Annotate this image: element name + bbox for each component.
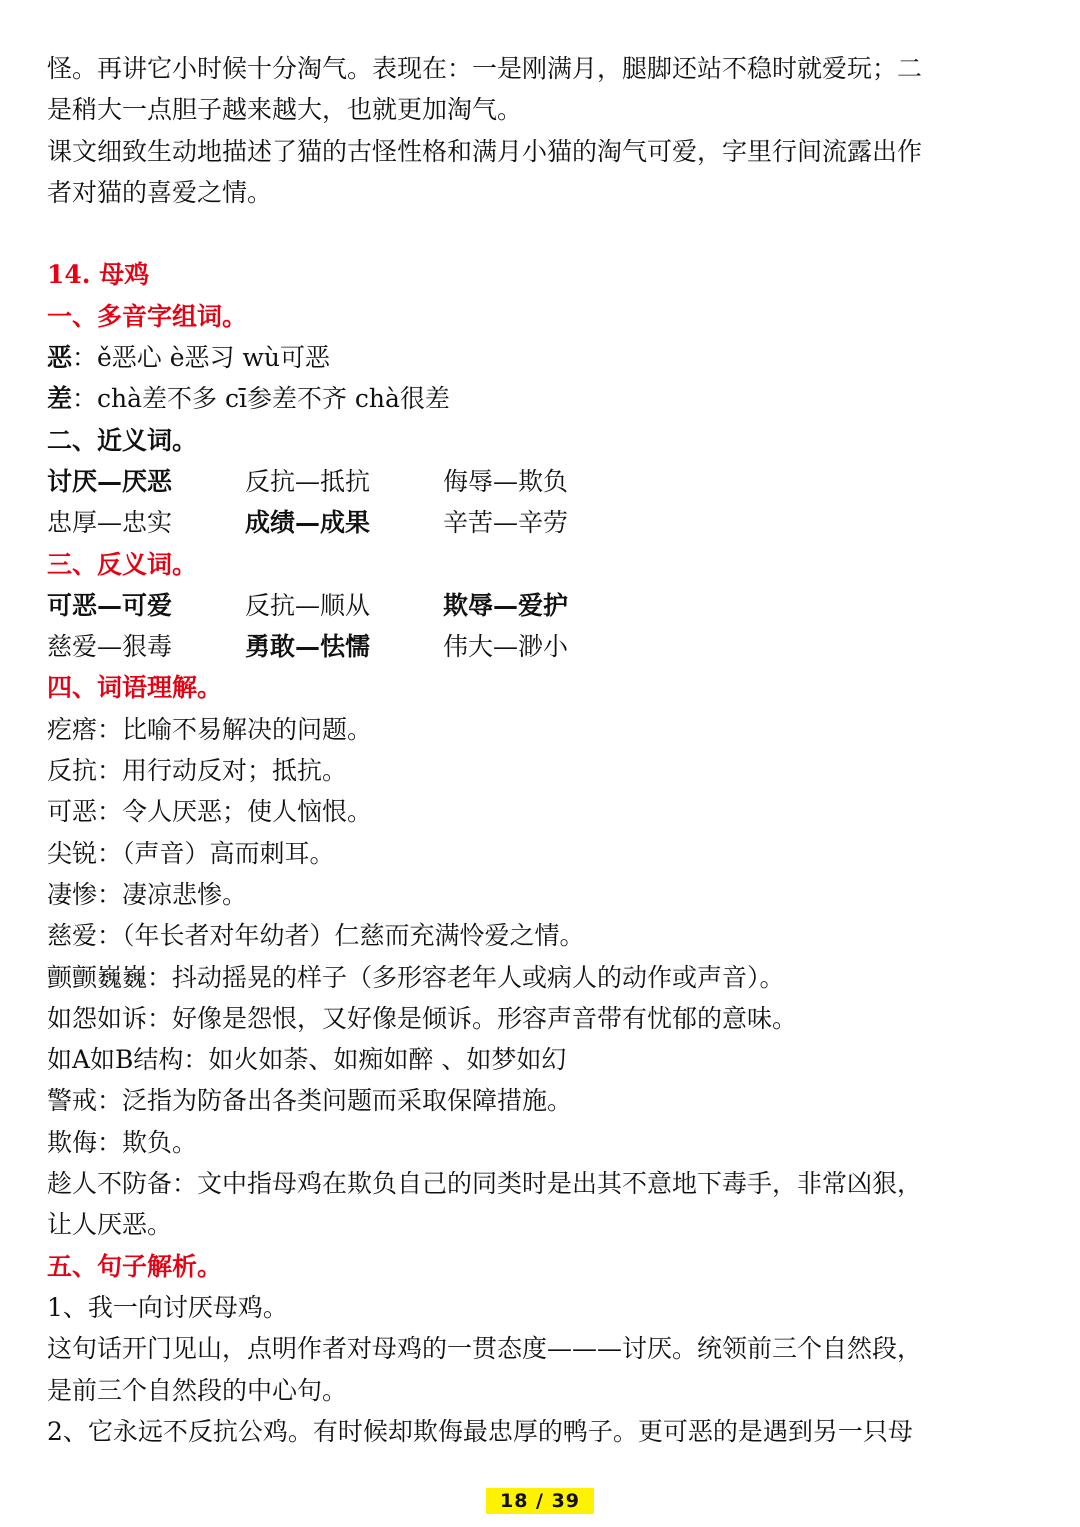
- vocab-item: 反抗：用行动反对；抵抗。: [47, 756, 348, 786]
- polyphone-char: 恶: [47, 343, 73, 373]
- section-heading-synonyms: 二、近义词。: [47, 425, 198, 455]
- antonym-row: [47, 626, 1037, 667]
- synonym-pair: 反抗—抵抗: [245, 466, 371, 496]
- section-heading-antonyms: 三、反义词。: [47, 549, 198, 579]
- page-number: 18 / 39: [486, 1488, 594, 1514]
- vocab-item: 警戒：泛指为防备出各类问题而采取保障措施。: [47, 1086, 573, 1116]
- vocab-item: 慈爱：（年长者对年幼者）仁慈而充满怜爱之情。: [47, 921, 585, 951]
- page-footer: [0, 1488, 1080, 1514]
- spacer: [47, 213, 1037, 254]
- document-page: [47, 48, 1037, 1452]
- synonym-pair: 侮辱—欺负: [443, 466, 569, 496]
- vocab-item: 可恶：令人厌恶；使人恼恨。: [47, 797, 373, 827]
- vocab-item: 颤颤巍巍：抖动摇晃的样子（多形容老年人或病人的动作或声音）。: [47, 962, 785, 992]
- antonym-pair: 可恶—可爱: [47, 590, 173, 620]
- synonym-pair: 忠厚—忠实: [47, 508, 173, 538]
- antonym-pair: 伟大—渺小: [443, 632, 569, 662]
- polyphone-words: ：chà差不多 cī参差不齐 chà很差: [72, 384, 450, 414]
- lesson-title: 14. 母鸡: [47, 260, 150, 290]
- intro-line: 课文细致生动地描述了猫的古怪性格和满月小猫的淘气可爱，字里行间流露出作: [47, 136, 923, 166]
- polyphone-words: ：ě恶心 è恶习 wù可恶: [72, 343, 330, 373]
- intro-line: 怪。再讲它小时候十分淘气。表现在：一是刚满月，腿脚还站不稳时就爱玩；二: [47, 54, 923, 83]
- synonym-pair: 成绩—成果: [245, 508, 371, 538]
- vocab-item: 如A如B结构：如火如荼、如痴如醉 、如梦如幻: [47, 1045, 567, 1075]
- synonym-pair: 讨厌—厌恶: [47, 466, 173, 496]
- antonym-pair: 欺辱—爱护: [443, 590, 569, 620]
- vocab-item: 疙瘩：比喻不易解决的问题。: [47, 714, 373, 744]
- antonym-row: [47, 585, 1037, 626]
- vocab-item: 尖锐：（声音）高而刺耳。: [47, 838, 335, 868]
- vocab-item: 凄惨：凄凉悲惨。: [47, 879, 248, 909]
- synonym-pair: 辛苦—辛劳: [443, 508, 569, 538]
- sentence-item: 2、它永远不反抗公鸡。有时候却欺侮最忠厚的鸭子。更可恶的是遇到另一只母: [47, 1416, 913, 1446]
- antonym-pair: 勇敢—怯懦: [245, 632, 371, 662]
- polyphone-item: [47, 337, 1037, 378]
- vocab-item: 让人厌恶。: [47, 1210, 173, 1240]
- antonym-pair: 慈爱—狠毒: [47, 632, 173, 662]
- vocab-item: 如怨如诉：好像是怨恨，又好像是倾诉。形容声音带有忧郁的意味。: [47, 1003, 798, 1033]
- polyphone-item: [47, 378, 1037, 419]
- section-heading-vocabulary: 四、词语理解。: [47, 673, 223, 703]
- synonym-row: [47, 502, 1037, 543]
- section-heading-sentences: 五、句子解析。: [47, 1251, 223, 1281]
- section-heading-polyphones: 一、多音字组词。: [47, 301, 248, 331]
- sentence-item: 1、我一向讨厌母鸡。: [47, 1292, 288, 1322]
- intro-line: 者对猫的喜爱之情。: [47, 177, 273, 207]
- synonym-row: [47, 461, 1037, 502]
- polyphone-char: 差: [47, 384, 73, 414]
- intro-line: 是稍大一点胆子越来越大，也就更加淘气。: [47, 95, 523, 125]
- sentence-item: 是前三个自然段的中心句。: [47, 1375, 348, 1405]
- vocab-item: 趁人不防备：文中指母鸡在欺负自己的同类时是出其不意地下毒手，非常凶狠，: [47, 1169, 923, 1199]
- antonym-pair: 反抗—顺从: [245, 590, 371, 620]
- sentence-item: 这句话开门见山，点明作者对母鸡的一贯态度———讨厌。统领前三个自然段，: [47, 1334, 923, 1364]
- vocab-item: 欺侮：欺负。: [47, 1127, 198, 1157]
